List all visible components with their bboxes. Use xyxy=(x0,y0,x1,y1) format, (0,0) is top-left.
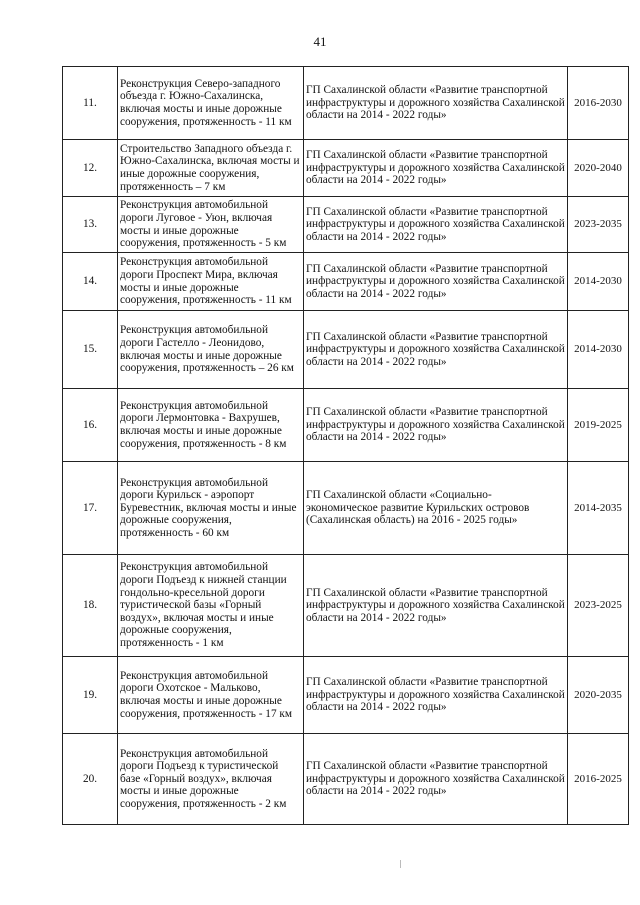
project-name: Реконструкция автомобильной дороги Лермонтовка - Вахрушев, включая мосты и иные дорожные сооружения, протяженность - 8 км xyxy=(118,389,304,462)
implementation-period: 2016-2030 xyxy=(568,67,629,140)
state-program: ГП Сахалинской области «Развитие транспортной инфраструктуры и дорожного хозяйства Сахалинской области на 2014 - 2022 годы» xyxy=(304,657,568,734)
implementation-period: 2023-2025 xyxy=(568,555,629,657)
state-program: ГП Сахалинской области «Развитие транспортной инфраструктуры и дорожного хозяйства Сахалинской области на 2014 - 2022 годы» xyxy=(304,67,568,140)
projects-table xyxy=(62,66,629,825)
state-program: ГП Сахалинской области «Развитие транспортной инфраструктуры и дорожного хозяйства Сахалинской области на 2014 - 2022 годы» xyxy=(304,140,568,197)
implementation-period: 2020-2035 xyxy=(568,657,629,734)
project-name: Реконструкция автомобильной дороги Луговое - Уюн, включая мосты и иные дорожные сооружения, протяженность - 5 км xyxy=(118,197,304,253)
state-program: ГП Сахалинской области «Развитие транспортной инфраструктуры и дорожного хозяйства Сахалинской области на 2014 - 2022 годы» xyxy=(304,555,568,657)
page-number: 41 xyxy=(313,34,327,49)
table-row xyxy=(63,67,629,140)
project-name: Реконструкция автомобильной дороги Гастелло - Леонидово, включая мосты и иные дорожные сооружения, протяженность – 26 км xyxy=(118,311,304,389)
table-row xyxy=(63,462,629,555)
project-name: Реконструкция автомобильной дороги Курильск - аэропорт Буревестник, включая мосты и иные дорожные сооружения, протяженность - 60 км xyxy=(118,462,304,555)
state-program: ГП Сахалинской области «Развитие транспортной инфраструктуры и дорожного хозяйства Сахалинской области на 2014 - 2022 годы» xyxy=(304,197,568,253)
state-program: ГП Сахалинской области «Социально- экономическое развитие Курильских островов (Сахалинская область) на 2016 - 2025 годы» xyxy=(304,462,568,555)
project-name: Строительство Западного объезда г. Южно-Сахалинска, включая мосты и иные дорожные сооружения, протяженность – 7 км xyxy=(118,140,304,197)
row-number: 12. xyxy=(63,140,118,197)
project-name: Реконструкция автомобильной дороги Проспект Мира, включая мосты и иные дорожные сооружения, протяженность - 11 км xyxy=(118,253,304,311)
row-number: 13. xyxy=(63,197,118,253)
project-name: Реконструкция автомобильной дороги Охотское - Мальково, включая мосты и иные дорожные сооружения, протяженность - 17 км xyxy=(118,657,304,734)
implementation-period: 2014-2030 xyxy=(568,253,629,311)
table-row xyxy=(63,253,629,311)
row-number: 18. xyxy=(63,555,118,657)
table-row xyxy=(63,657,629,734)
state-program: ГП Сахалинской области «Развитие транспортной инфраструктуры и дорожного хозяйства Сахалинской области на 2014 - 2022 годы» xyxy=(304,389,568,462)
state-program: ГП Сахалинской области «Развитие транспортной инфраструктуры и дорожного хозяйства Сахалинской области на 2014 - 2022 годы» xyxy=(304,311,568,389)
implementation-period: 2020-2040 xyxy=(568,140,629,197)
project-name: Реконструкция Северо-западного объезда г. Южно-Сахалинска, включая мосты и иные дорожные сооружения, протяженность - 11 км xyxy=(118,67,304,140)
implementation-period: 2014-2035 xyxy=(568,462,629,555)
project-name: Реконструкция автомобильной дороги Подъезд к туристической базе «Горный воздух», включая мосты и иные дорожные сооружения, протяженность - 2 км xyxy=(118,734,304,825)
implementation-period: 2014-2030 xyxy=(568,311,629,389)
table-row xyxy=(63,140,629,197)
row-number: 17. xyxy=(63,462,118,555)
row-number: 20. xyxy=(63,734,118,825)
table-row xyxy=(63,555,629,657)
scan-mark xyxy=(400,860,401,868)
table-row xyxy=(63,389,629,462)
row-number: 16. xyxy=(63,389,118,462)
project-name: Реконструкция автомобильной дороги Подъезд к нижней станции гондольно-кресельной дороги туристической базы «Горный воздух», включая мосты и иные дорожные сооружения, протяженность - 1 км xyxy=(118,555,304,657)
implementation-period: 2016-2025 xyxy=(568,734,629,825)
row-number: 15. xyxy=(63,311,118,389)
implementation-period: 2023-2035 xyxy=(568,197,629,253)
row-number: 11. xyxy=(63,67,118,140)
table-row xyxy=(63,734,629,825)
implementation-period: 2019-2025 xyxy=(568,389,629,462)
row-number: 14. xyxy=(63,253,118,311)
table-row xyxy=(63,311,629,389)
table-row xyxy=(63,197,629,253)
row-number: 19. xyxy=(63,657,118,734)
state-program: ГП Сахалинской области «Развитие транспортной инфраструктуры и дорожного хозяйства Сахалинской области на 2014 - 2022 годы» xyxy=(304,734,568,825)
state-program: ГП Сахалинской области «Развитие транспортной инфраструктуры и дорожного хозяйства Сахалинской области на 2014 - 2022 годы» xyxy=(304,253,568,311)
